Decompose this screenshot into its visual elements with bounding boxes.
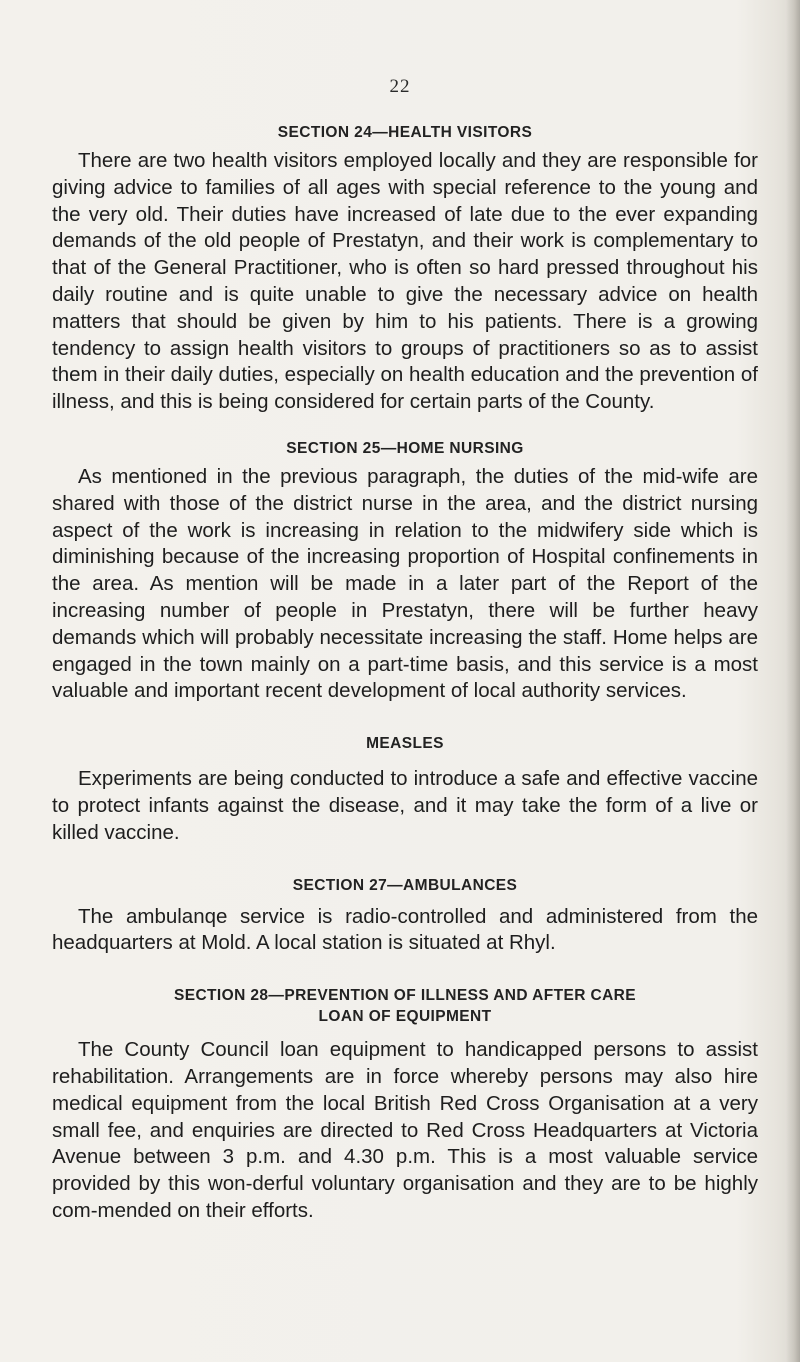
section-paragraph: Experiments are being conducted to introduce a safe and effective vaccine to protect infants against the disease, and it may take the form of a live or killed vaccine. xyxy=(52,767,758,844)
section-ambulances xyxy=(52,875,758,958)
section-health-visitors xyxy=(52,122,758,416)
section-heading: SECTION 25—HOME NURSING xyxy=(286,439,524,457)
section-prevention-of-illness xyxy=(52,985,758,1225)
section-subheading: LOAN OF EQUIPMENT xyxy=(318,1008,492,1026)
section-heading: SECTION 28—PREVENTION OF ILLNESS AND AFTER CARE xyxy=(173,987,637,1005)
section-paragraph: As mentioned in the previous paragraph, the duties of the mid-wife are shared with those of the district nurse in the area, and the district nursing aspect of the work is increasing in relation to the midwifery side which is diminishing because of the increasing proportion of Hospital confinements in the area. As mention will be made in a later part of the Report of the increasing number of people in Prestatyn, there will be further heavy demands which will probably necessitate increasing the staff. Home helps are engaged in the town mainly on a part-time basis, and this service is a most valuable and important recent development of local authority services. xyxy=(52,464,758,703)
section-paragraph: The ambulanqe service is radio-controlled and administered from the headquarters at Mold. A local station is situated at Rhyl. xyxy=(52,904,758,955)
document-body xyxy=(52,122,758,1225)
section-heading: SECTION 27—AMBULANCES xyxy=(292,876,518,894)
section-paragraph: There are two health visitors employed locally and they are responsible for giving advice to families of all ages with special reference to the young and the very old. Their duties have increased of late due to the ever expanding demands of the old people of Prestatyn, and their work is complementary to that of the General Practitioner, who is often so hard pressed throughout his daily routine and is quite unable to give the necessary advice on health matters that should be given by him to his patients. There is a growing tendency to assign health visitors to groups of practitioners so as to assist them in their daily duties, especially on health education and the prevention of illness, and this is being considered for certain parts of the County. xyxy=(52,149,758,414)
page-number: 22 xyxy=(389,76,411,97)
section-home-nursing xyxy=(52,438,758,705)
section-measles xyxy=(52,733,758,846)
page-edge-shadow xyxy=(786,0,800,1362)
section-heading: MEASLES xyxy=(366,735,444,753)
section-paragraph: The County Council loan equipment to handicapped persons to assist rehabilitation. Arrangements are in force whereby persons may also hire medical equipment from the local British Red Cross Organisation at a very small fee, and enquiries are directed to Red Cross Headquarters at Victoria Avenue between 3 p.m. and 4.30 p.m. This is a most valuable service provided by this won-derful voluntary organisation and they are to be highly com-mended on their efforts. xyxy=(52,1038,758,1222)
section-heading: SECTION 24—HEALTH VISITORS xyxy=(277,124,533,141)
